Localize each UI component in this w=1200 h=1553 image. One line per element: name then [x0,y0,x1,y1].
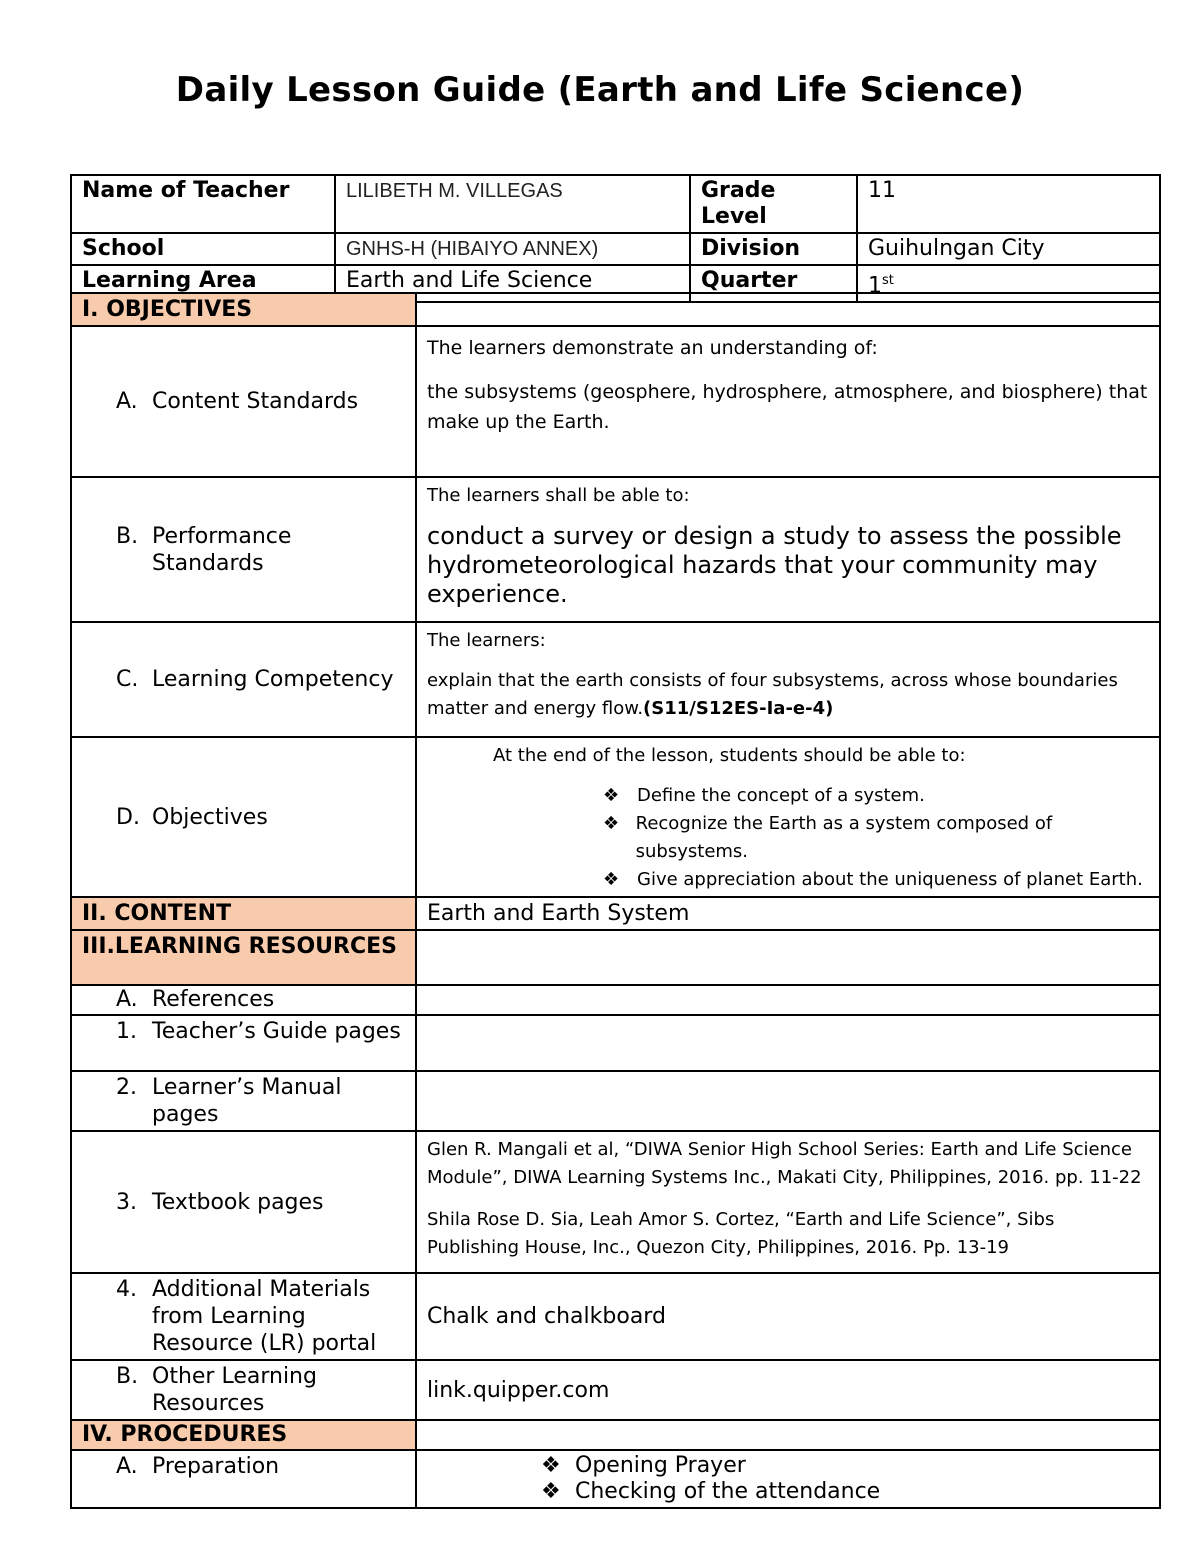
preparation-label: A. Preparation [71,1450,416,1508]
quarter-value: 1st [857,265,1160,302]
grade-label: Grade Level [690,175,857,233]
learning-competency-cell: The learners: explain that the earth consists of four subsystems, across whose boundaries matter and energy flow.(S11/S12ES-Ia-e-4) [416,622,1160,737]
diamond-bullet-icon: ❖ [541,1453,561,1478]
list-item: ❖ Recognize the Earth as a system composed of subsystems. [603,810,1149,866]
procedures-header: IV. PROCEDURES [71,1420,416,1450]
objectives-header: I. OBJECTIVES [71,293,416,326]
grade-value: 11 [857,175,1160,233]
additional-materials-label: 4. Additional Materials from Learning Resource (LR) portal [71,1273,416,1360]
resources-header: III.LEARNING RESOURCES [71,930,416,985]
performance-standards-cell: The learners shall be able to: conduct a survey or design a study to assess the possible hydrometeorological hazards that your community may experience. [416,477,1160,622]
content-standards-cell: The learners demonstrate an understanding of: the subsystems (geosphere, hydrosphere, atmosphere, and biosphere) that make up the Earth. [416,326,1160,477]
list-item: ❖ Define the concept of a system. [603,782,1149,810]
preparation-cell [416,1450,1160,1508]
list-item: ❖ Give appreciation about the uniqueness of planet Earth. [603,866,1149,894]
school-label: School [71,233,335,265]
division-label: Division [690,233,857,265]
info-table [70,174,1161,303]
diamond-bullet-icon: ❖ [541,1479,561,1504]
teacher-label: Name of Teacher [71,175,335,233]
lesson-table [70,292,1161,1509]
diamond-bullet-icon: ❖ [603,869,620,890]
teacher-value: LILIBETH M. VILLEGAS [335,175,690,233]
objectives-list [427,782,1149,894]
content-value: Earth and Earth System [416,897,1160,930]
content-standards-label: A. Content Standards [71,326,416,477]
textbook-cell: Glen R. Mangali et al, “DIWA Senior High School Series: Earth and Life Science Module”, DIWA Learning Systems Inc., Makati City, Philippines, 2016. pp. 11-22 Shila Rose D. Sia, Leah Amor S. Cortez, “Earth and Life Science”, Sibs Publishing House, Inc., Quezon City, Philippines, 2016. Pp. 13-19 [416,1131,1160,1273]
content-header: II. CONTENT [71,897,416,930]
diamond-bullet-icon: ❖ [603,813,620,834]
page-title: Daily Lesson Guide (Earth and Life Science) [175,70,1025,110]
textbook-label: 3. Textbook pages [71,1131,416,1273]
list-item: ❖ Checking of the attendance [541,1479,881,1504]
objectives-cell: At the end of the lesson, students should be able to: ❖ Define the concept of a system. ❖ Recognize the Earth as a system composed of subsystems. ❖ Give appreciation about the uniqueness of planet Earth. [416,737,1160,897]
list-item: ❖ Opening Prayer [541,1453,746,1478]
learning-competency-label: C. Learning Competency [71,622,416,737]
other-resources-label: B. Other Learning Resources [71,1360,416,1420]
additional-materials-value: Chalk and chalkboard [416,1273,1160,1360]
teachers-guide-label: 1. Teacher’s Guide pages [71,1015,416,1071]
performance-standards-label: B. Performance Standards [71,477,416,622]
learners-manual-label: 2. Learner’s Manual pages [71,1071,416,1131]
area-value: Earth and Life Science [335,265,690,302]
objectives-label: D. Objectives [71,737,416,897]
other-resources-value: link.quipper.com [416,1360,1160,1420]
quarter-label: Quarter [690,265,857,302]
diamond-bullet-icon: ❖ [603,785,620,806]
area-label: Learning Area [71,265,335,302]
school-value: GNHS-H (HIBAIYO ANNEX) [335,233,690,265]
division-value: Guihulngan City [857,233,1160,265]
references-label: A. References [71,985,416,1015]
preparation-list [427,1453,1149,1505]
